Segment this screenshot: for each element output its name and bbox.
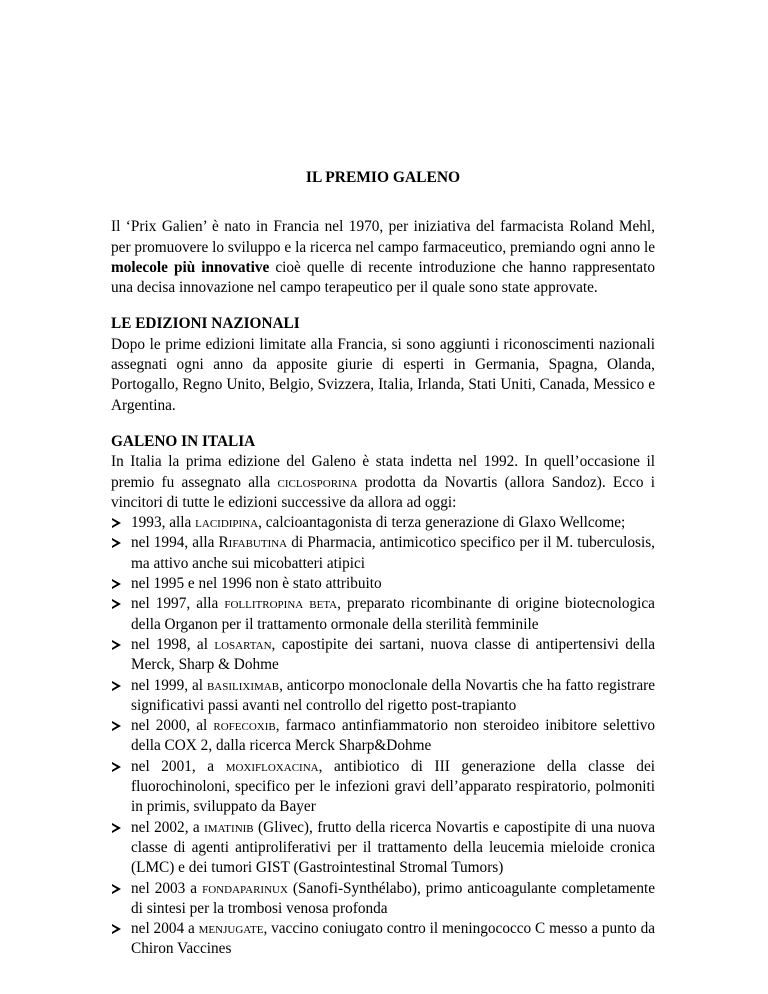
page-title: IL PREMIO GALENO <box>305 169 461 186</box>
item-text-start: nel 2004 a <box>131 920 199 938</box>
list-item <box>111 879 655 920</box>
item-text-start: nel 2001, a <box>131 757 226 775</box>
editions-section <box>111 314 655 415</box>
arrow-bullet-icon <box>112 681 121 691</box>
arrow-bullet-icon <box>112 599 121 609</box>
list-item <box>111 716 655 757</box>
drug-name: rofecoxib <box>213 717 276 735</box>
arrow-bullet-icon <box>112 762 121 772</box>
item-text-start: nel 1998, al <box>131 635 215 653</box>
list-item <box>111 574 655 594</box>
list-item <box>111 533 655 574</box>
drug-name: basiliximab <box>206 676 280 694</box>
italy-section <box>111 432 655 960</box>
list-item <box>111 635 655 676</box>
item-text-end: (Glivec), frutto della ricerca Novartis e capostipite di una nuova classe di agenti antiproliferativi per il trattamento della leucemia mieloide cronica (LMC) e dei tumori GIST (Gastrointestinal Stromal Tumors) <box>131 818 655 877</box>
drug-name: moxifloxacina <box>225 757 319 775</box>
item-text-start: nel 2003 a <box>131 879 203 897</box>
drug-name: imatinib <box>204 818 254 836</box>
drug-name: ciclosporina <box>277 473 358 491</box>
item-text-start: nel 1999, al <box>131 676 207 694</box>
intro-paragraph <box>111 217 655 298</box>
list-item <box>111 676 655 717</box>
item-text-end: , antibiotico di III generazione della classe dei fluorochinoloni, specifico per le infezioni gravi dell’apparato respiratorio, polmoniti in primis, sviluppato da Bayer <box>131 757 655 816</box>
item-text-end: (Sanofi-Synthélabo), primo anticoagulante completamente di sintesi per la trombosi venosa profonda <box>131 879 656 917</box>
arrow-bullet-icon <box>112 823 121 833</box>
item-text-start: nel 1994, alla <box>131 534 219 552</box>
drug-name: fondaparinux <box>202 879 288 897</box>
arrow-bullet-icon <box>112 721 121 731</box>
arrow-bullet-icon <box>112 518 121 528</box>
arrow-bullet-icon <box>112 640 121 650</box>
item-text-end: , farmaco antinfiammatorio non steroideo inibitore selettivo della COX 2, dalla ricerca Merck Sharp&Dohme <box>131 717 655 755</box>
italy-paragraph <box>111 452 655 513</box>
item-text-start: nel 1997, alla <box>131 595 225 613</box>
italy-text-start: In Italia la prima edizione del Galeno è stata indetta nel 1992. In quell’occasione il premio fu assegnato alla <box>111 453 655 491</box>
drug-name: follitropina beta <box>224 595 338 613</box>
item-text-end: , capostipite dei sartani, nuova classe di antipertensivi della Merck, Sharp & Dohme <box>131 635 655 674</box>
item-text-end: , vaccino coniugato contro il meningococco C messo a punto da Chiron Vaccines <box>131 920 656 958</box>
intro-text-start: Il ‘Prix Galien’ è nato in Francia nel 1970, per iniziativa del farmacista Roland Mehl, per promuovere lo sviluppo e la ricerca nel campo farmaceutico, premiando ogni anno le <box>111 218 655 256</box>
item-text-start: nel 2000, al <box>131 717 214 735</box>
list-item <box>111 919 655 960</box>
editions-paragraph: Dopo le prime edizioni limitate alla Francia, si sono aggiunti i riconoscimenti nazionali assegnati ogni anno da apposite giurie di esperti in Germania, Spagna, Olanda, Portogallo, Regno Unito, Belgio, Svizzera, Italia, Irlanda, Stati Uniti, Canada, Messico e Argentina. <box>111 335 655 414</box>
list-item <box>111 594 655 635</box>
italy-text-end: prodotta da Novartis (allora Sandoz). Ecco i vincitori di tutte le edizioni successive da allora ad oggi: <box>111 473 655 511</box>
italy-heading: GALENO IN ITALIA <box>111 432 256 450</box>
list-item <box>111 818 655 879</box>
item-text-start: nel 1995 e nel 1996 non è stato attribuito <box>131 575 382 593</box>
drug-name: menjugate <box>198 920 264 938</box>
intro-text-end: cioè quelle di recente introduzione che hanno rappresentato una decisa innovazione nel campo terapeutico per il quale sono state approvate. <box>111 258 655 297</box>
item-text-start: nel 2002, a <box>131 818 205 836</box>
item-text-end: , calcioantagonista di terza generazione di Glaxo Wellcome; <box>258 514 626 532</box>
list-item <box>111 513 655 533</box>
arrow-bullet-icon <box>112 538 121 548</box>
item-text-start: 1993, alla <box>131 514 196 532</box>
item-text-end: , preparato ricombinante di origine biotecnologica della Organon per il trattamento ormonale della sterilità femminile <box>131 595 655 633</box>
item-text-end: di Pharmacia, antimicotico specifico per il M. tuberculosis, ma attivo anche sui micobatteri atipici <box>131 534 655 572</box>
arrow-bullet-icon <box>112 884 121 894</box>
intro-bold-text: molecole più innovative <box>111 258 270 276</box>
document-page <box>111 168 655 960</box>
winners-list <box>111 513 655 960</box>
arrow-bullet-icon <box>112 579 121 589</box>
drug-name: lacidipina <box>195 514 259 532</box>
list-item <box>111 757 655 818</box>
item-text-end: , anticorpo monoclonale della Novartis che ha fatto registrare significativi passi avanti nel controllo del rigetto post-trapianto <box>131 676 655 714</box>
arrow-bullet-icon <box>112 924 121 934</box>
drug-name: losartan <box>214 635 272 653</box>
editions-heading: LE EDIZIONI NAZIONALI <box>111 315 300 333</box>
drug-name: Rifabutina <box>218 534 288 552</box>
